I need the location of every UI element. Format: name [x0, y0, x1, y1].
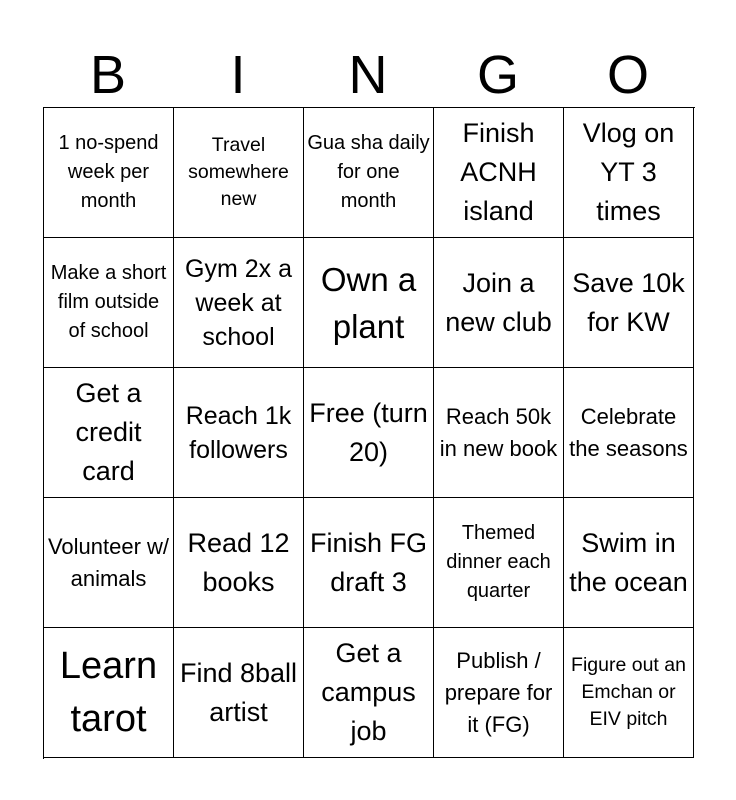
bingo-cell-text: Save 10k for KW	[572, 267, 685, 337]
bingo-cell[interactable]	[174, 108, 304, 238]
bingo-cell[interactable]	[44, 368, 174, 498]
bingo-cell[interactable]	[44, 108, 174, 238]
bingo-cell-text: Themed dinner each quarter	[446, 522, 551, 602]
bingo-cell-text: Get a campus job	[321, 638, 416, 746]
bingo-cell[interactable]	[434, 368, 564, 498]
bingo-board	[43, 107, 695, 759]
bingo-cell[interactable]	[564, 238, 694, 368]
bingo-cell-text: Join a new club	[445, 267, 552, 337]
bingo-cell[interactable]	[44, 238, 174, 368]
bingo-cell[interactable]	[564, 368, 694, 498]
bingo-cell[interactable]	[564, 108, 694, 238]
bingo-cell-text: Get a credit card	[75, 378, 142, 486]
bingo-cell[interactable]	[304, 628, 434, 758]
bingo-cell[interactable]	[174, 368, 304, 498]
bingo-cell[interactable]	[304, 238, 434, 368]
header-letter-n: N	[348, 45, 388, 105]
header-letter-g: G	[476, 45, 519, 105]
bingo-cell-text: Figure out an Emchan or EIV pitch	[571, 654, 686, 730]
bingo-cell-text: Free (turn 20)	[309, 397, 428, 467]
bingo-cell-text: Gua sha daily for one month	[307, 132, 430, 212]
bingo-cell-text: Read 12 books	[187, 527, 290, 597]
bingo-cell-text: Vlog on YT 3 times	[582, 118, 675, 226]
bingo-cell-text: Gym 2x a week at school	[185, 254, 292, 351]
bingo-cell-text: Find 8ball artist	[179, 657, 298, 727]
bingo-cell[interactable]	[434, 628, 564, 758]
bingo-cell-text: Own a plant	[320, 260, 417, 345]
bingo-cell-text: Make a short film outside of school	[50, 262, 167, 342]
bingo-cell-text: Publish / prepare for it (FG)	[444, 647, 553, 737]
bingo-cell-text: Reach 1k followers	[185, 401, 292, 464]
bingo-cell-text: 1 no-spend week per month	[58, 132, 159, 212]
bingo-cell[interactable]	[174, 628, 304, 758]
bingo-cell[interactable]	[174, 498, 304, 628]
bingo-cell[interactable]	[564, 498, 694, 628]
header-letter-b: B	[89, 45, 127, 105]
bingo-cell[interactable]	[304, 368, 434, 498]
bingo-cell-text: Finish ACNH island	[460, 118, 537, 226]
bingo-cell-text: Travel somewhere new	[188, 134, 289, 210]
bingo-cell[interactable]	[174, 238, 304, 368]
bingo-cell[interactable]	[304, 498, 434, 628]
header-letter-i: I	[230, 45, 246, 105]
bingo-cell-text: Learn tarot	[59, 644, 158, 740]
bingo-cell-text: Volunteer w/ animals	[47, 533, 170, 591]
bingo-cell[interactable]	[304, 108, 434, 238]
bingo-cell-text: Finish FG draft 3	[309, 527, 428, 597]
bingo-header	[43, 44, 693, 106]
bingo-cell[interactable]	[434, 238, 564, 368]
bingo-cell-text: Celebrate the seasons	[569, 403, 688, 461]
bingo-cell-text: Reach 50k in new book	[439, 403, 558, 461]
bingo-cell[interactable]	[564, 628, 694, 758]
bingo-cell-text: Swim in the ocean	[569, 527, 688, 597]
bingo-cell[interactable]	[44, 498, 174, 628]
bingo-cell[interactable]	[434, 108, 564, 238]
bingo-cell[interactable]	[434, 498, 564, 628]
bingo-cell[interactable]	[44, 628, 174, 758]
header-letter-o: O	[606, 45, 649, 105]
